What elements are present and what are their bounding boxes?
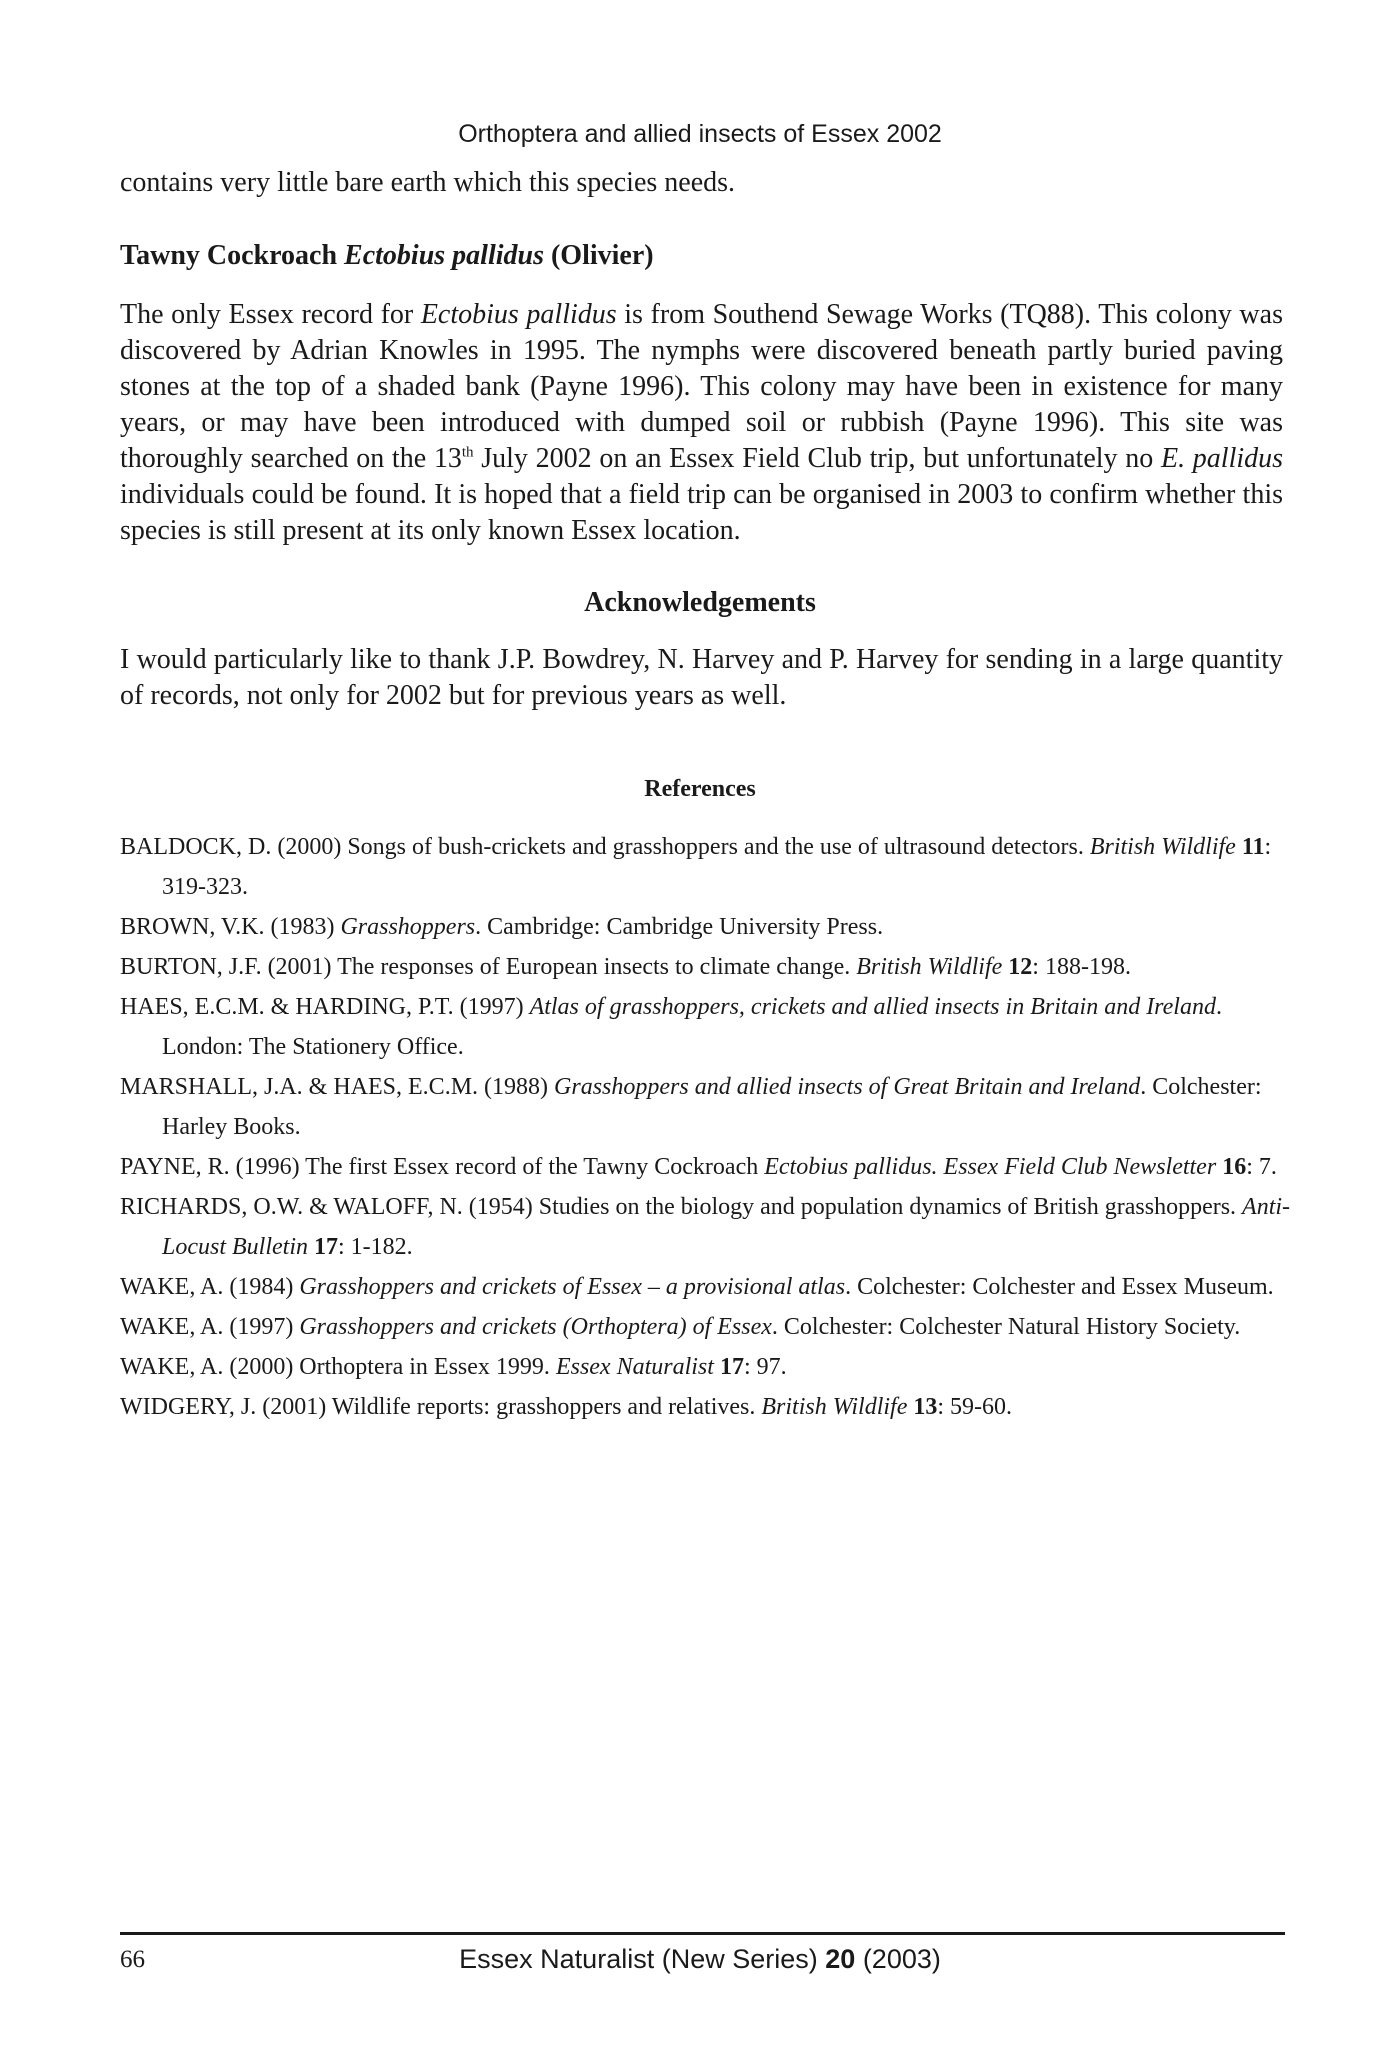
journal-name: Essex Naturalist (New Series) [459, 1944, 818, 1974]
footer-rule [120, 1932, 1285, 1935]
species-text-2: is from Southend Sewage Works (TQ88). This colony was discovered by Adrian Knowles in 1995. The nymphs were discovered beneath partly buried paving stones at the top of a shaded bank (Payne 1996). This colony may have been in existence for many years, or may have been introduced with dumped soil or rubbish (Payne 1996). This site was thoroughly searched on the 13 [120, 299, 1283, 474]
reference-text: WAKE, A. (1997) [120, 1314, 294, 1340]
reference-tail: . Cambridge: Cambridge University Press. [475, 914, 884, 940]
reference-tail: . Colchester: Harley Books. [162, 1074, 1262, 1140]
acknowledgements-text: I would particularly like to thank J.P. Bowdrey, N. Harvey and P. Harvey for sending in a large quantity of records, not only for 2002 but for previous years as well. [120, 644, 1283, 711]
reference-text: WAKE, A. (2000) Orthoptera in Essex 1999. [120, 1354, 550, 1380]
reference-item [120, 827, 1295, 907]
reference-title-italic: Anti-Locust Bulletin [162, 1194, 1291, 1260]
reference-title-italic: Grasshoppers and crickets of Essex – a provisional atlas [299, 1274, 846, 1300]
continuation-text: contains very little bare earth which this species needs. [120, 167, 736, 198]
reference-title-italic: Essex Naturalist [555, 1354, 714, 1380]
reference-tail: : 1-182. [338, 1234, 413, 1260]
reference-tail: . Colchester: Colchester Natural History Society. [771, 1314, 1241, 1340]
reference-item [120, 947, 1295, 987]
reference-tail: : 97. [743, 1354, 787, 1380]
reference-tail: : 7. [1246, 1154, 1277, 1180]
reference-volume: 17 [719, 1354, 744, 1380]
species-text-4: individuals could be found. It is hoped that a field trip can be organised in 2003 to confirm whether this species is still present at its only known Essex location. [120, 479, 1283, 546]
reference-text: WIDGERY, J. (2001) Wildlife reports: grasshoppers and relatives. [120, 1394, 756, 1420]
reference-tail: : 59-60. [937, 1394, 1013, 1420]
reference-tail: . Colchester: Colchester and Essex Museum. [845, 1274, 1274, 1300]
species-author: (Olivier) [550, 240, 654, 271]
reference-title-italic: Atlas of grasshoppers, crickets and allied insects in Britain and Ireland [529, 994, 1216, 1020]
species-latin-name: Ectobius pallidus [344, 240, 544, 271]
reference-text: MARSHALL, J.A. & HAES, E.C.M. (1988) [120, 1074, 549, 1100]
reference-item [120, 1347, 1295, 1387]
reference-volume: 11 [1241, 834, 1265, 860]
reference-text: PAYNE, R. (1996) The first Essex record of the Tawny Cockroach [120, 1154, 759, 1180]
reference-volume: 16 [1222, 1154, 1247, 1180]
reference-item [120, 907, 1295, 947]
reference-list [120, 827, 1295, 1427]
reference-text: RICHARDS, O.W. & WALOFF, N. (1954) Studies on the biology and population dynamics of British grasshoppers. [120, 1194, 1237, 1220]
reference-title-italic: Ectobius pallidus. Essex Field Club Newsletter [764, 1154, 1217, 1180]
journal-citation [0, 1944, 1400, 1975]
reference-item [120, 1147, 1295, 1187]
page-number: 66 [120, 1946, 145, 1973]
species-text-italic-1: Ectobius pallidus [420, 299, 617, 330]
reference-text: BALDOCK, D. (2000) Songs of bush-crickets and grasshoppers and the use of ultrasound detectors. [120, 834, 1084, 860]
species-heading [120, 240, 654, 272]
reference-item [120, 987, 1295, 1067]
references-heading: References [644, 776, 756, 802]
reference-title-italic: British Wildlife [856, 954, 1003, 980]
acknowledgements-heading: Acknowledgements [584, 587, 816, 618]
reference-tail: : 188-198. [1032, 954, 1131, 980]
species-text-3: July 2002 on an Essex Field Club trip, but unfortunately no [481, 443, 1154, 474]
reference-text: WAKE, A. (1984) [120, 1274, 294, 1300]
reference-volume: 17 [314, 1234, 338, 1260]
reference-text: HAES, E.C.M. & HARDING, P.T. (1997) [120, 994, 524, 1020]
species-text-1: The only Essex record for [120, 299, 414, 330]
reference-title-italic: Grasshoppers [340, 914, 476, 940]
reference-item [120, 1307, 1295, 1347]
reference-text: BROWN, V.K. (1983) [120, 914, 335, 940]
reference-text: BURTON, J.F. (2001) The responses of European insects to climate change. [120, 954, 851, 980]
journal-volume: 20 [825, 1944, 856, 1974]
reference-title-italic: Grasshoppers and allied insects of Great Britain and Ireland [554, 1074, 1141, 1100]
running-title: Orthoptera and allied insects of Essex 2002 [458, 120, 942, 148]
reference-volume: 13 [913, 1394, 938, 1420]
reference-volume: 12 [1008, 954, 1033, 980]
reference-title-italic: Grasshoppers and crickets (Orthoptera) of Essex [299, 1314, 772, 1340]
reference-tail: : 319-323. [162, 834, 1272, 900]
journal-year: (2003) [862, 1944, 941, 1974]
species-text-italic-2: E. pallidus [1160, 443, 1284, 474]
reference-tail: . London: The Stationery Office. [162, 994, 1222, 1060]
superscript-th: th [461, 444, 474, 461]
reference-item [120, 1067, 1295, 1147]
species-common-name: Tawny Cockroach [120, 240, 338, 271]
reference-title-italic: British Wildlife [761, 1394, 908, 1420]
reference-item [120, 1387, 1295, 1427]
reference-item [120, 1267, 1295, 1307]
reference-item [120, 1187, 1295, 1267]
reference-title-italic: British Wildlife [1089, 834, 1236, 860]
species-paragraph [120, 297, 1283, 549]
